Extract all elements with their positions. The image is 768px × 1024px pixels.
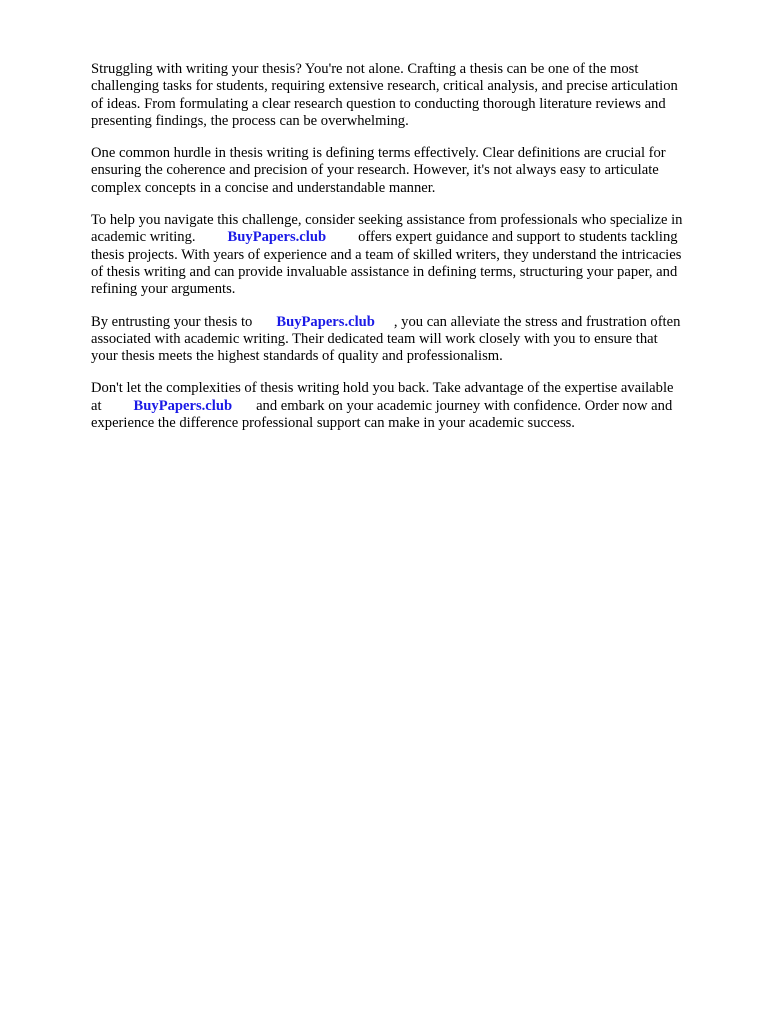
text-segment: at — [91, 397, 102, 414]
text-line: Don't let the complexities of thesis writing hold you back. Take advantage of the expertise available — [91, 380, 674, 397]
text-line: presenting findings, the process can be overwhelming. — [91, 112, 409, 129]
text-segment: academic writing. — [91, 229, 196, 246]
text-line: experience the difference professional support can make in your academic success. — [91, 415, 575, 432]
text-line — [91, 398, 731, 415]
text-segment: and embark on your academic journey with confidence. Order now and — [256, 397, 673, 414]
text-line: your thesis meets the highest standards of quality and professionalism. — [91, 348, 503, 365]
paragraph-assistance — [91, 212, 731, 298]
text-line: One common hurdle in thesis writing is defining terms effectively. Clear definitions are crucial for — [91, 145, 666, 162]
text-line: of thesis writing and can provide invaluable assistance in defining terms, structuring your paper, and — [91, 263, 678, 280]
text-segment: , you can alleviate the stress and frustration often — [393, 313, 681, 330]
text-line — [91, 314, 731, 331]
buypapers-link[interactable]: BuyPapers.club — [227, 229, 327, 246]
document-body — [91, 61, 731, 447]
paragraph-definitions — [91, 145, 731, 197]
paragraph-intro — [91, 61, 731, 130]
text-line: To help you navigate this challenge, consider seeking assistance from professionals who specialize in — [91, 212, 683, 229]
text-line: Struggling with writing your thesis? You're not alone. Crafting a thesis can be one of the most — [91, 61, 639, 77]
text-line: complex concepts in a concise and understandable manner. — [91, 179, 436, 196]
text-line: of ideas. From formulating a clear research question to conducting thorough literature reviews and — [91, 95, 666, 112]
text-segment: By entrusting your thesis to — [91, 313, 253, 330]
text-line — [91, 229, 731, 246]
text-line: ensuring the coherence and precision of your research. However, it's not always easy to articulate — [91, 162, 659, 179]
text-line: refining your arguments. — [91, 281, 236, 298]
text-line: thesis projects. With years of experience and a team of skilled writers, they understand the intricacies — [91, 246, 682, 263]
text-line: associated with academic writing. Their dedicated team will work closely with you to ensure that — [91, 330, 658, 347]
paragraph-closing — [91, 380, 731, 432]
buypapers-link[interactable]: BuyPapers.club — [276, 313, 375, 330]
text-segment: offers expert guidance and support to students tackling — [358, 229, 678, 246]
buypapers-link[interactable]: BuyPapers.club — [133, 397, 233, 414]
paragraph-entrusting — [91, 314, 731, 366]
text-line: challenging tasks for students, requiring extensive research, critical analysis, and precise articulation — [91, 78, 678, 95]
